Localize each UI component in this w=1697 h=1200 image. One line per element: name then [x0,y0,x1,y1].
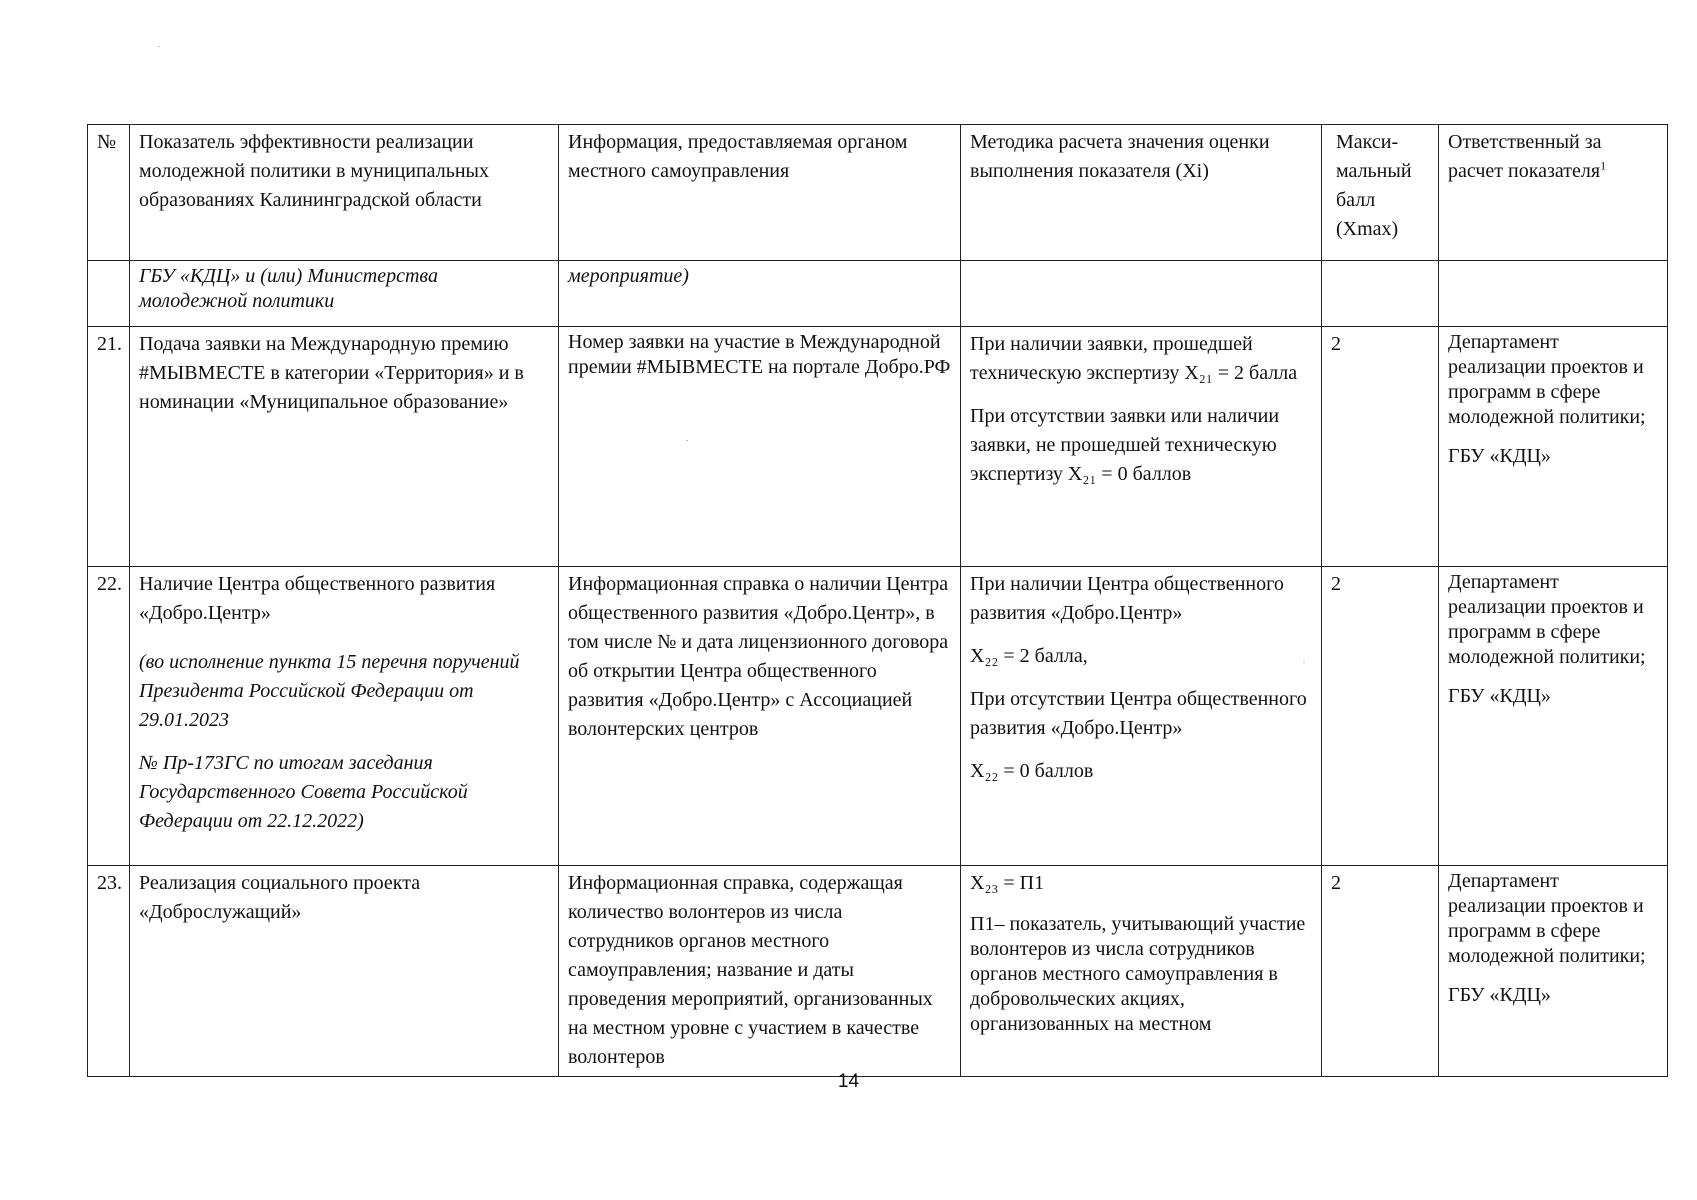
responsible-org: ГБУ «КДЦ» [1448,445,1551,467]
cell-responsible [1439,567,1668,866]
cell-indicator [130,567,559,866]
cell-max: 2 [1322,327,1439,567]
header-info: Информация, предоставляемая органом местного самоуправления [559,125,961,261]
table-row-continuation [88,261,1668,327]
page-number: 14 [837,1071,860,1092]
cell-responsible [1439,261,1668,327]
table-row-23 [88,866,1668,1077]
method-text: X₂₂ = 0 баллов [970,760,1094,782]
cell-responsible [1439,327,1668,567]
table-row-21 [88,327,1668,567]
cell-info: Номер заявки на участие в Международной премии #МЫВМЕСТЕ на портале Добро.РФ [559,327,961,567]
method-text: При отсутствии Центра общественного развития «Добро.Центр» [970,688,1307,739]
indicator-note: (во исполнение пункта 15 перечня поручений Президента Российской Федерации от 29.01.2023 [139,651,520,731]
header-responsible-footnote: 1 [1600,158,1607,173]
responsible-org: ГБУ «КДЦ» [1448,685,1551,707]
cell-num: 23. [88,866,130,1077]
cell-indicator: Реализация социального проекта «Доброслужащий» [130,866,559,1077]
cell-indicator: Подача заявки на Международную премию #МЫВМЕСТЕ в категории «Территория» и в номинации «Муниципальное образование» [130,327,559,567]
cell-max: 2 [1322,866,1439,1077]
method-text: При наличии заявки, прошедшей техническую экспертизу X₂₁ = 2 балла [970,333,1298,384]
cell-max: 2 [1322,567,1439,866]
indicator-note: № Пр-173ГС по итогам заседания Государственного Совета Российской Федерации от 22.12.2022) [139,752,468,832]
method-text: При наличии Центра общественного развития «Добро.Центр» [970,573,1284,624]
cell-method [961,567,1322,866]
method-text: X₂₂ = 2 балла, [970,645,1088,667]
responsible-dept: Департамент реализации проектов и программ в сфере молодежной политики; [1448,870,1646,967]
cell-max [1322,261,1439,327]
header-indicator: Показатель эффективности реализации молодежной политики в муниципальных образованиях Калининградской области [130,125,559,261]
header-method: Методика расчета значения оценки выполнения показателя (Xi) [961,125,1322,261]
header-responsible-text: Ответственный за расчет показателя [1448,131,1602,182]
cell-info: Информационная справка, содержащая количество волонтеров из числа сотрудников органов местного самоуправления; название и даты проведения мероприятий, организованных на местном уровне с участием в качестве волонтеров [559,866,961,1077]
responsible-dept: Департамент реализации проектов и программ в сфере молодежной политики; [1448,571,1646,668]
table-header-row [88,125,1668,261]
cell-responsible [1439,866,1668,1077]
table-row-22 [88,567,1668,866]
header-max-score: Макси-мальный балл (Xmax) [1322,125,1439,261]
indicator-text: Наличие Центра общественного развития «Добро.Центр» [139,573,496,624]
responsible-org: ГБУ «КДЦ» [1448,984,1551,1006]
scan-speck [158,46,160,47]
cell-num: 21. [88,327,130,567]
cell-method [961,261,1322,327]
cell-info: Информационная справка о наличии Центра общественного развития «Добро.Центр», в том числе № и дата лицензионного договора об открытии Центра общественного развития «Добро.Центр» с Ассоциацией волонтерских центров [559,567,961,866]
method-text: П1– показатель, учитывающий участие волонтеров из числа сотрудников органов местного самоуправления в добровольческих акциях, организованных на местном [970,913,1306,1035]
cell-indicator: ГБУ «КДЦ» и (или) Министерства молодежной политики [130,261,559,327]
header-responsible [1439,125,1668,261]
cell-num [88,261,130,327]
indicators-table [87,124,1668,1077]
cell-method [961,327,1322,567]
cell-method [961,866,1322,1077]
cell-info: мероприятие) [559,261,961,327]
cell-num: 22. [88,567,130,866]
header-num: № [88,125,130,261]
method-text: При отсутствии заявки или наличии заявки, не прошедшей техническую экспертизу X₂₁ = 0 баллов [970,405,1280,485]
method-text: X₂₃ = П1 [970,872,1045,894]
responsible-dept: Департамент реализации проектов и программ в сфере молодежной политики; [1448,331,1646,428]
